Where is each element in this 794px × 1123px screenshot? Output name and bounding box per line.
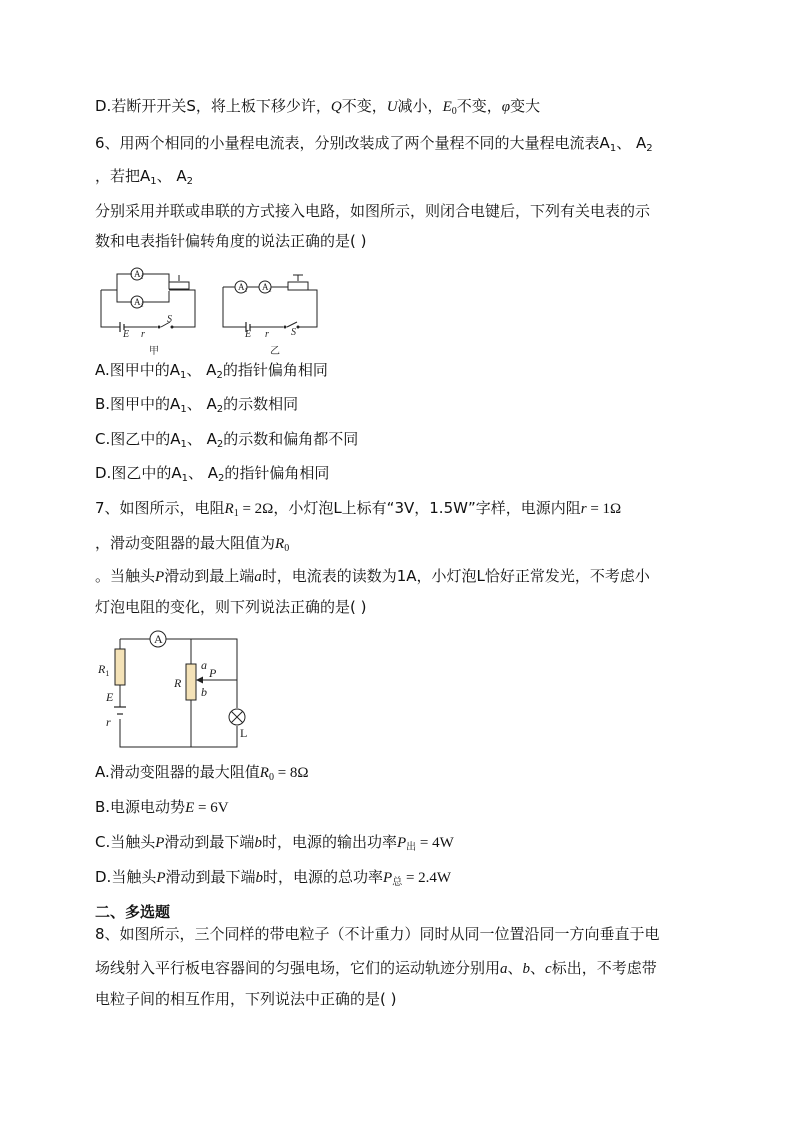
section-heading-multiple-choice: 二、多选题 (95, 903, 171, 921)
label-r: R (174, 676, 182, 690)
q8-stem-line1: 8、如图所示，三个同样的带电粒子（不计重力）同时从同一位置沿同一方向垂直于电 (95, 925, 660, 943)
label-s-yi: S (291, 327, 296, 338)
q7-stem-line4: 灯泡电阻的变化，则下列说法正确的是( ) (95, 598, 367, 616)
label-a: a (201, 658, 207, 672)
rheostat-r (186, 664, 196, 700)
q6-option-b: B.图甲中的$A_1$、 $A_2$的示数相同 (95, 395, 299, 415)
q7-stem-line2: ，滑动变阻器的最大阻值为$R_0$ (95, 534, 290, 554)
q6-stem-line3: 分别采用并联或串联的方式接入电路，如图所示，则闭合电键后，下列有关电表的示 (95, 202, 651, 220)
label-r-jia: r (141, 329, 145, 340)
figure-caption-yi: 乙 (270, 346, 280, 357)
q5-option-d: D.若断开开关S，将上板下移少许，Q不变，U减小，$E_0$不变，φ变大 (95, 97, 541, 117)
label-s-jia: S (167, 314, 172, 325)
label-p: P (209, 666, 217, 680)
q8-stem-line2: 场线射入平行板电容器间的匀强电场，它们的运动轨迹分别用a、b、c标出，不考虑带 (95, 959, 657, 977)
q7-option-d: D.当触头P滑动到最下端b时，电源的总功率$P_总 = 2.4W$ (95, 868, 452, 888)
label-a1-jia: A₁ (134, 269, 144, 279)
q6-option-d: D.图乙中的$A_1$、 $A_2$的指针偏角相同 (95, 464, 330, 484)
q6-option-c: C.图乙中的$A_1$、 $A_2$的示数和偏角都不同 (95, 430, 359, 450)
q7-option-b: B.电源电动势E = 6V (95, 798, 229, 816)
q6-option-a: A.图甲中的$A_1$、 $A_2$的指针偏角相同 (95, 361, 328, 381)
label-a2-yi: A₂ (262, 282, 272, 292)
label-e-yi: E (245, 329, 252, 340)
figure-caption-jia: 甲 (149, 346, 159, 357)
label-r-internal: r (106, 715, 111, 729)
label-a2-jia: A₂ (134, 297, 144, 307)
q8-stem-line3: 电粒子间的相互作用，下列说法中正确的是( ) (95, 990, 397, 1008)
resistor-r1 (115, 649, 125, 685)
q6-stem-line4: 数和电表指针偏转角度的说法正确的是( ) (95, 232, 367, 250)
label-r1: $R_1$ (98, 662, 110, 678)
q7-stem-line1: 7、如图所示，电阻$R_1 = 2\Omega$，小灯泡L上标有“3V，1.5W”字样，电源内阻r = 1Ω (95, 499, 622, 519)
q7-option-c: C.当触头P滑动到最下端b时，电源的输出功率$P_出 = 4W$ (95, 833, 454, 853)
lamp-label: L (240, 726, 248, 740)
q7-option-a: A.滑动变阻器的最大阻值$R_0 = 8\Omega$ (95, 763, 309, 783)
label-b: b (201, 685, 207, 699)
label-a1-yi: A₁ (238, 282, 248, 292)
label-r-yi: r (265, 329, 269, 340)
label-e-jia: E (123, 329, 130, 340)
q6-circuit-figure (95, 262, 335, 362)
label-e: E (106, 690, 114, 704)
ammeter-label: A (154, 632, 163, 646)
q6-stem-line1: 6、用两个相同的小量程电流表，分别改装成了两个量程不同的大量程电流表$A_1$、 $A_2$ (95, 134, 653, 154)
q6-stem-line2: ，若把$A_1$、 $A_2$ (95, 167, 194, 187)
q7-circuit-figure (95, 627, 265, 752)
q7-stem-line3: 。当触头P滑动到最上端a时，电流表的读数为1A，小灯泡L恰好正常发光，不考虑小 (95, 567, 650, 585)
